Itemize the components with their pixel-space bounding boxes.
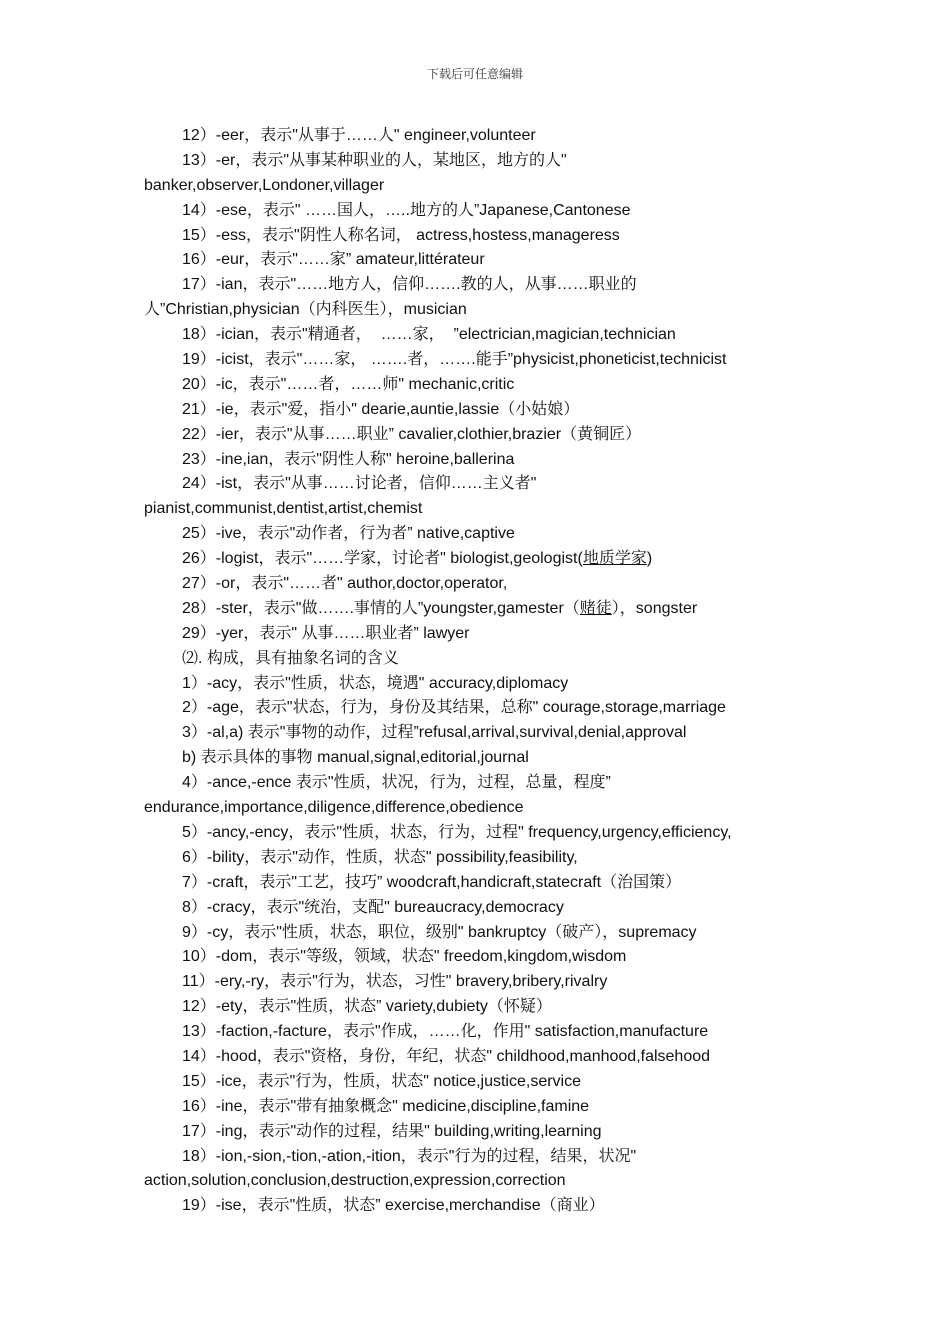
text-line [144,896,824,921]
line-text: 5）-ancy,-ency，表示"性质，状态，行为，过程" frequency,urgency,efficiency, [182,823,732,841]
text-line [144,124,824,149]
line-text: pianist,communist,dentist,artist,chemist [144,500,423,518]
text-line [144,1120,824,1145]
line-text: 17）-ian，表示"……地方人，信仰…….教的人，从事……职业的 [182,276,637,294]
underlined-term: 地质学家 [582,550,647,568]
line-text: 26）-logist，表示"……学家，讨论者" biologist,geologist( [182,550,583,568]
document-body [144,124,824,1219]
text-line [144,149,824,174]
line-text: 27）-or，表示"……者" author,doctor,operator, [182,575,508,593]
line-text: 17）-ing，表示"动作的过程，结果" building,writing,learning [182,1122,602,1140]
line-text: 14）-ese，表示" ……国人，…..地方的人”Japanese,Cantonese [182,201,631,219]
text-line [144,248,824,273]
text-line [144,448,824,473]
line-text: b) 表示具体的事物 manual,signal,editorial,journal [182,749,529,767]
text-line [144,970,824,995]
line-text: 1）-acy，表示"性质，状态，境遇" accuracy,diplomacy [182,674,569,692]
line-text: 7）-craft，表示"工艺，技巧” woodcraft,handicraft,statecraft（治国策） [182,873,682,891]
text-line [144,597,824,622]
text-line [144,746,824,771]
text-line [144,1194,824,1219]
text-line [144,921,824,946]
text-line [144,1070,824,1095]
text-line [144,323,824,348]
text-line [144,696,824,721]
line-text: endurance,importance,diligence,difference,obedience [144,799,524,817]
text-line [144,647,824,672]
line-text: 15）-ice，表示"行为，性质，状态" notice,justice,service [182,1072,582,1090]
line-text: 19）-ise，表示"性质，状态” exercise,merchandise（商业） [182,1197,605,1215]
page-header: 下载后可任意编辑 [426,67,523,81]
text-line [144,721,824,746]
text-line [144,348,824,373]
text-line [144,945,824,970]
line-text: 3）-al,a) 表示"事物的动作，过程”refusal,arrival,survival,denial,approval [182,724,687,742]
line-text: 12）-ety，表示"性质，状态” variety,dubiety（怀疑） [182,998,552,1016]
line-text: 19）-icist，表示"……家， …….者，…….能手”physicist,phoneticist,technicist [182,351,727,369]
line-text: 12）-eer，表示"从事于……人" engineer,volunteer [182,127,536,144]
text-line [144,174,824,199]
text-line [144,672,824,697]
line-text: 4）-ance,-ence 表示"性质，状况，行为，过程，总量，程度” [182,774,611,792]
line-text: 9）-cy，表示"性质，状态，职位，级别" bankruptcy（破产），supremacy [182,923,697,941]
text-line [144,273,824,298]
line-text: 18）-ician，表示"精通者， ……家， ”electrician,magician,technician [182,326,676,344]
line-text: 18）-ion,-sion,-tion,-ation,-ition，表示"行为的过程，结果，状况" [182,1147,637,1165]
text-line [144,1169,824,1194]
line-text: 10）-dom，表示"等级，领域，状态" freedom,kingdom,wisdom [182,948,627,966]
text-line [144,871,824,896]
line-text: 20）-ic，表示"……者，……师" mechanic,critic [182,375,515,393]
line-text: 人”Christian,physician（内科医生），musician [144,301,467,319]
text-line [144,398,824,423]
text-line [144,199,824,224]
text-line [144,298,824,323]
text-line [144,547,824,572]
line-text: 15）-ess，表示"阴性人称名词， actress,hostess,manageress [182,226,620,244]
text-line [144,846,824,871]
line-text: 13）-faction,-facture，表示"作成，……化，作用" satisfaction,manufacture [182,1023,709,1041]
text-line [144,622,824,647]
text-line [144,1045,824,1070]
text-line [144,572,824,597]
line-text: 21）-ie，表示"爱，指小" dearie,auntie,lassie（小姑娘） [182,400,580,418]
line-text: 28）-ster，表示"做…….事情的人”youngster,gamester（ [182,599,580,617]
line-text: 8）-cracy，表示"统治，支配" bureaucracy,democracy [182,898,564,916]
text-line [144,821,824,846]
text-line [144,796,824,821]
line-text: 25）-ive，表示"动作者，行为者” native,captive [182,525,515,543]
line-text: 22）-ier，表示"从事……职业” cavalier,clothier,brazier（黄铜匠） [182,425,642,443]
line-text: 13）-er，表示"从事某种职业的人，某地区，地方的人" [182,151,567,169]
text-line [144,1145,824,1170]
line-text: ⑵. 构成，具有抽象名词的含义 [182,649,399,667]
text-line [144,497,824,522]
line-text: action,solution,conclusion,destruction,expression,correction [144,1172,566,1190]
line-text: 6）-bility，表示"动作，性质，状态" possibility,feasibility, [182,848,578,866]
line-text: ），songster [611,599,698,617]
underlined-term: 赌徒 [579,599,612,617]
line-text: 16）-eur，表示"……家” amateur,littérateur [182,251,485,269]
text-line [144,224,824,249]
line-text: 2）-age，表示"状态，行为，身份及其结果，总称" courage,storage,marriage [182,699,726,717]
text-line [144,1020,824,1045]
text-line [144,472,824,497]
text-line [144,995,824,1020]
line-text: 11）-ery,-ry，表示"行为，状态，习性" bravery,bribery,rivalry [182,973,608,991]
line-text: ) [646,550,653,568]
text-line [144,423,824,448]
line-text: 24）-ist，表示"从事……讨论者，信仰……主义者" [182,475,537,493]
text-line [144,373,824,398]
line-text: 29）-yer，表示" 从事……职业者” lawyer [182,624,470,642]
text-line [144,1095,824,1120]
line-text: 16）-ine，表示"带有抽象概念" medicine,discipline,famine [182,1097,590,1115]
line-text: 23）-ine,ian，表示"阴性人称" heroine,ballerina [182,450,515,468]
text-line [144,771,824,796]
line-text: banker,observer,Londoner,villager [144,176,385,194]
line-text: 14）-hood，表示"资格，身份，年纪，状态" childhood,manhood,falsehood [182,1047,711,1065]
text-line [144,522,824,547]
